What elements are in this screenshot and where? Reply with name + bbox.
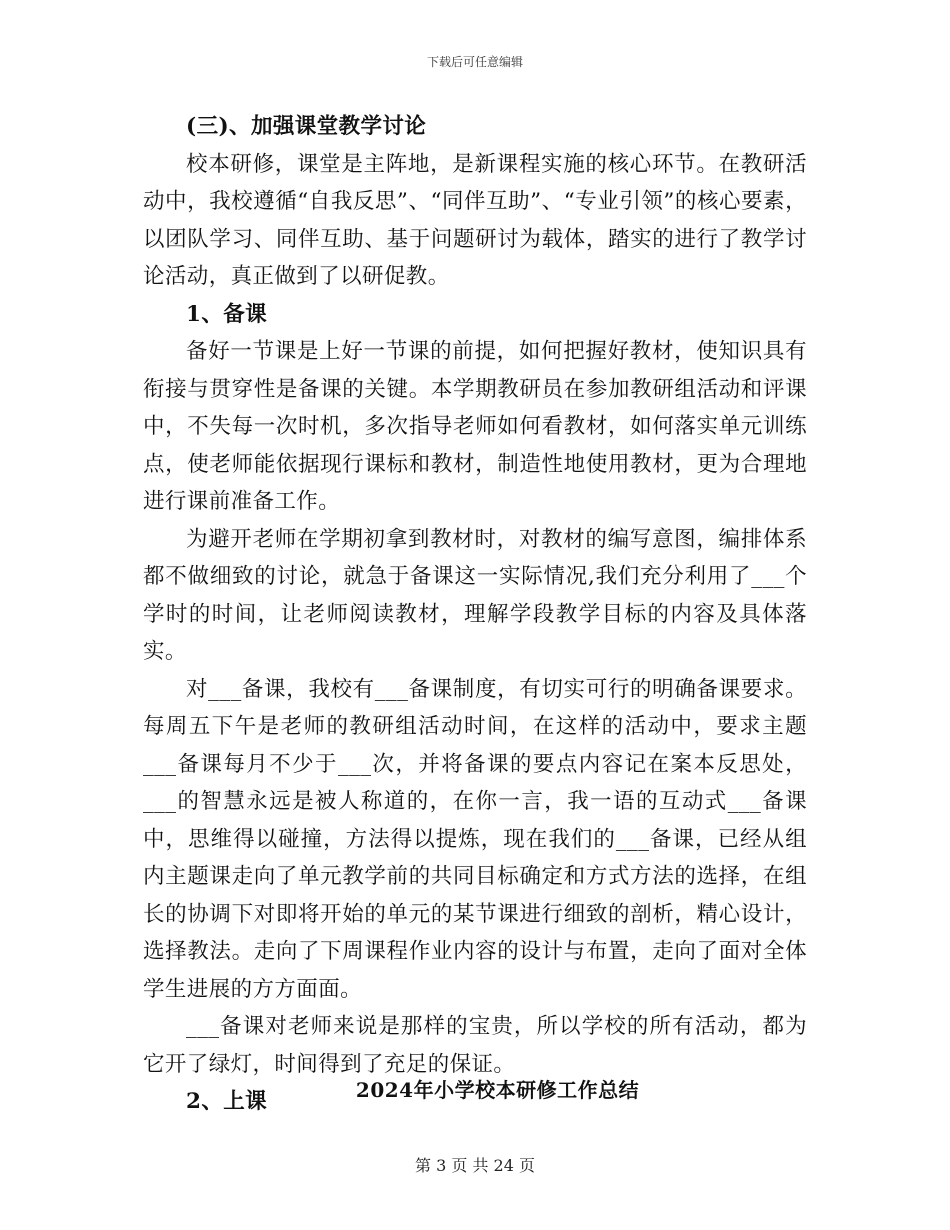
subheading-teaching: 2、上课 (186, 1089, 268, 1114)
document-title: 2024年小学校本研修工作总结 (355, 1078, 640, 1102)
intro-paragraph: 校本研修，课堂是主阵地，是新课程实施的核心环节。在教研活动中，我校遵循“自我反思”、“同伴互助”、“专业引领”的核心要素，以团队学习、同伴互助、基于问题研讨为载体，踏实的进行了教学讨论活动，真正做到了以研促教。 (143, 151, 807, 289)
paragraph-lesson-prep-4: ___备课对老师来说是那样的宝贵，所以学校的所有活动，都为它开了绿灯，时间得到了充足的保证。 (143, 1014, 807, 1077)
paragraph-lesson-prep-2: 为避开老师在学期初拿到教材时，对教材的编写意图，编排体系都不做细致的讨论，就急于备课这一实际情况,我们充分利用了___个学时的时间，让老师阅读教材，理解学段教学目标的内容及具体落实。 (143, 526, 807, 664)
page-number: 第 3 页 共 24 页 (415, 1156, 535, 1175)
paragraph-lesson-prep-3: 对___备课，我校有___备课制度，有切实可行的明确备课要求。每周五下午是老师的教研组活动时间，在这样的活动中，要求主题___备课每月不少于___次，并将备课的要点内容记在案本反思处，___的智慧永远是被人称道的，在你一言，我一语的互动式___备课中，思维得以碰撞，方法得以提炼，现在我们的___备课，已经从组内主题课走向了单元教学前的共同目标确定和方式方法的选择，在组长的协调下对即将开始的单元的某节课进行细致的剖析，精心设计，选择教法。走向了下周课程作业内容的设计与布置，走向了面对全体学生进展的方方面面。 (143, 676, 807, 1002)
document-body (143, 108, 807, 1121)
paragraph-lesson-prep-1: 备好一节课是上好一节课的前提，如何把握好教材，使知识具有衔接与贯穿性是备课的关键。本学期教研员在参加教研组活动和评课中，不失每一次时机，多次指导老师如何看教材，如何落实单元训练点，使老师能依据现行课标和教材，制造性地使用教材，更为合理地进行课前准备工作。 (143, 339, 807, 514)
section-heading: (三)、加强课堂教学讨论 (186, 114, 427, 139)
header-note: 下载后可任意编辑 (426, 55, 523, 69)
subheading-lesson-prep: 1、备课 (186, 301, 268, 327)
